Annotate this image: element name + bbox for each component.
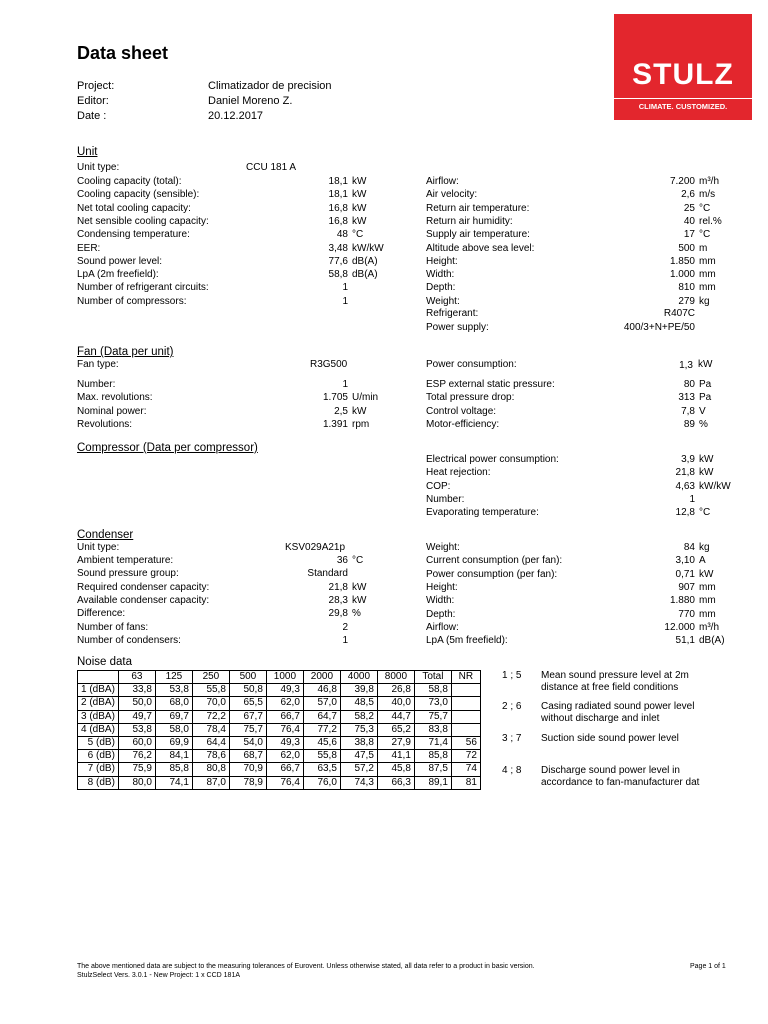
spec-label: COP:	[426, 480, 451, 492]
spec-unit: %	[352, 608, 361, 620]
date-value: 20.12.2017	[208, 110, 264, 122]
unit-type-label: Unit type:	[77, 162, 120, 173]
noise-cell: 64,7	[303, 710, 340, 723]
footer-page: Page 1 of 1	[690, 963, 726, 970]
spec-label: Motor-efficiency:	[426, 418, 500, 430]
spec-unit: U/min	[352, 392, 379, 404]
condenser-type-value: KSV029A21p	[285, 542, 346, 553]
noise-cell: 85,8	[414, 750, 451, 763]
spec-label: Net sensible cooling capacity:	[77, 215, 209, 227]
noise-cell	[451, 710, 480, 723]
spec-label: Return air humidity:	[426, 215, 513, 227]
spec-unit: mm	[699, 269, 716, 281]
fan-power-value: 1,3	[679, 360, 693, 371]
spec-unit: rel.%	[699, 215, 722, 227]
noise-column-header: 8000	[377, 671, 414, 684]
noise-column-header: Total	[414, 671, 451, 684]
noise-row-label: 4 (dBA)	[78, 723, 119, 736]
noise-cell	[451, 684, 480, 697]
spec-value: 810	[678, 282, 695, 294]
refrigerant-value: R407C	[663, 308, 695, 319]
noise-cell: 48,5	[340, 697, 377, 710]
noise-cell: 74,3	[340, 776, 377, 789]
noise-cell: 50,8	[229, 684, 266, 697]
section-condenser-heading: Condenser	[77, 529, 134, 541]
spec-label: Power consumption (per fan):	[426, 568, 558, 580]
spec-value: 4,63	[675, 480, 695, 492]
noise-cell: 76,4	[266, 723, 303, 736]
noise-row-label: 6 (dB)	[78, 750, 119, 763]
section-compressor-heading: Compressor (Data per compressor)	[77, 442, 258, 454]
noise-cell: 69,7	[155, 710, 192, 723]
logo-wordmark: STULZ	[632, 58, 734, 91]
spec-label: Ambient temperature:	[77, 555, 174, 566]
spec-label: Air velocity:	[426, 189, 478, 201]
spec-label: Number of condensers:	[77, 634, 181, 646]
noise-cell: 55,8	[303, 750, 340, 763]
noise-cell: 66,7	[266, 710, 303, 723]
spec-value: 1	[342, 634, 348, 646]
spec-value: 17	[683, 229, 695, 241]
spec-label: Number of compressors:	[77, 295, 187, 307]
noise-cell: 49,7	[118, 710, 155, 723]
spec-label: ESP external static pressure:	[426, 379, 555, 390]
spec-value: 18,1	[328, 189, 348, 201]
spec-value: 21,8	[328, 581, 348, 593]
noise-cell: 75,3	[340, 723, 377, 736]
spec-label: Nominal power:	[77, 405, 147, 417]
legend-text: accordance to fan-manufacturer dat	[541, 777, 700, 788]
spec-value: 21,8	[675, 467, 695, 479]
power-supply-value: 400/3+N+PE/50	[623, 322, 695, 333]
spec-value: 77,6	[328, 255, 348, 267]
noise-row-label: 7 (dB)	[78, 763, 119, 776]
spec-value: 16,8	[328, 202, 348, 214]
spec-value: 3,9	[681, 454, 695, 465]
spec-label: Width:	[426, 269, 455, 281]
spec-value: 1.391	[322, 418, 348, 430]
noise-cell: 58,2	[340, 710, 377, 723]
noise-cell: 72	[451, 750, 480, 763]
noise-cell: 57,2	[340, 763, 377, 776]
noise-cell	[451, 723, 480, 736]
spec-value: 25	[683, 202, 695, 214]
noise-column-header: 250	[192, 671, 229, 684]
legend-text: Casing radiated sound power level	[541, 701, 695, 712]
spec-value: 40	[683, 215, 695, 227]
table-row	[78, 710, 481, 723]
spec-unit: kW/kW	[352, 242, 384, 254]
legend-text: distance at free field conditions	[541, 682, 679, 693]
spec-label: EER:	[77, 242, 101, 254]
spec-label: Height:	[426, 255, 458, 267]
spec-value: 2,6	[681, 189, 695, 201]
noise-cell: 64,4	[192, 736, 229, 749]
spec-label: Condensing temperature:	[77, 229, 190, 241]
power-supply-label: Power supply:	[426, 322, 489, 333]
noise-cell: 67,7	[229, 710, 266, 723]
noise-cell: 80,0	[118, 776, 155, 789]
spec-label: Total pressure drop:	[426, 392, 515, 404]
noise-cell: 76,2	[118, 750, 155, 763]
noise-row-label: 3 (dBA)	[78, 710, 119, 723]
spec-value: 7,8	[681, 405, 695, 417]
editor-value: Daniel Moreno Z.	[208, 95, 293, 107]
noise-cell: 62,0	[266, 750, 303, 763]
spec-value: 3,10	[675, 555, 695, 567]
spec-label: Max. revolutions:	[77, 392, 153, 404]
spec-unit: kW/kW	[699, 480, 731, 492]
footer-version: StulzSelect Vers. 3.0.1 - New Project: 1 x CCD 181A	[77, 972, 241, 979]
noise-cell: 80,8	[192, 763, 229, 776]
noise-cell: 68,0	[155, 697, 192, 710]
spec-label: Sound pressure group:	[77, 568, 179, 580]
noise-table	[77, 670, 481, 790]
noise-cell: 76,0	[303, 776, 340, 789]
spec-value: 500	[678, 242, 695, 254]
spec-value: 279	[678, 295, 695, 307]
spec-unit: mm	[699, 608, 716, 620]
noise-column-header: NR	[451, 671, 480, 684]
noise-row-label: 2 (dBA)	[78, 697, 119, 710]
noise-cell: 65,2	[377, 723, 414, 736]
table-row	[78, 763, 481, 776]
spec-value: 16,8	[328, 215, 348, 227]
spec-value: 0,71	[675, 568, 695, 580]
spec-label: Heat rejection:	[426, 467, 491, 479]
spec-label: LpA (5m freefield):	[426, 635, 508, 647]
noise-cell: 57,0	[303, 697, 340, 710]
spec-label: Airflow:	[426, 176, 459, 187]
noise-cell: 66,3	[377, 776, 414, 789]
spec-label: Number:	[426, 493, 465, 505]
spec-value: 18,1	[328, 176, 348, 187]
spec-value: 36	[336, 555, 348, 566]
spec-label: Revolutions:	[77, 418, 133, 430]
noise-column-header: 2000	[303, 671, 340, 684]
spec-value: 51,1	[675, 635, 695, 647]
noise-cell: 63,5	[303, 763, 340, 776]
spec-value: 1.000	[669, 269, 695, 281]
spec-label: Height:	[426, 581, 458, 593]
noise-cell: 72,2	[192, 710, 229, 723]
spec-label: Depth:	[426, 608, 456, 620]
spec-unit: kW	[352, 189, 367, 201]
noise-cell: 83,8	[414, 723, 451, 736]
section-fan-heading: Fan (Data per unit)	[77, 346, 174, 358]
spec-label: Evaporating temperature:	[426, 507, 539, 519]
spec-label: Electrical power consumption:	[426, 454, 559, 465]
spec-unit: kW	[352, 405, 367, 417]
spec-label: Sound power level:	[77, 255, 163, 267]
noise-cell: 33,8	[118, 684, 155, 697]
spec-label: Width:	[426, 595, 455, 607]
noise-cell: 45,6	[303, 736, 340, 749]
spec-unit: m/s	[699, 189, 716, 201]
spec-label: Cooling capacity (total):	[77, 176, 182, 187]
logo-tagline: CLIMATE. CUSTOMIZED.	[614, 98, 752, 114]
legend-key: 3 ; 7	[502, 733, 522, 744]
noise-column-header: 63	[118, 671, 155, 684]
noise-cell: 89,1	[414, 776, 451, 789]
noise-cell: 49,3	[266, 736, 303, 749]
legend-text: without discharge and inlet	[541, 713, 660, 724]
spec-unit: °C	[699, 202, 711, 214]
noise-cell: 62,0	[266, 697, 303, 710]
spec-label: Available condenser capacity:	[77, 594, 210, 606]
noise-column-header: 125	[155, 671, 192, 684]
spec-unit: kW	[352, 581, 367, 593]
table-row	[78, 697, 481, 710]
editor-label: Editor:	[77, 95, 109, 107]
table-row	[78, 736, 481, 749]
spec-label: Airflow:	[426, 621, 459, 633]
noise-cell: 46,8	[303, 684, 340, 697]
spec-value: 28,3	[328, 594, 348, 606]
noise-cell: 41,1	[377, 750, 414, 763]
spec-label: Weight:	[426, 542, 460, 553]
noise-cell: 53,8	[118, 723, 155, 736]
fan-type-label: Fan type:	[77, 359, 119, 370]
spec-label: Number:	[77, 379, 116, 390]
noise-column-header: 500	[229, 671, 266, 684]
spec-unit: kW	[352, 594, 367, 606]
spec-unit: kg	[699, 542, 710, 553]
noise-cell: 68,7	[229, 750, 266, 763]
noise-cell: 85,8	[155, 763, 192, 776]
noise-cell: 70,9	[229, 763, 266, 776]
noise-cell: 75,7	[414, 710, 451, 723]
page-title: Data sheet	[77, 43, 169, 63]
noise-row-label: 1 (dBA)	[78, 684, 119, 697]
spec-label: Difference:	[77, 608, 126, 620]
spec-label: Number of fans:	[77, 621, 149, 633]
spec-unit: %	[699, 418, 708, 430]
noise-cell: 26,8	[377, 684, 414, 697]
spec-label: Net total cooling capacity:	[77, 202, 191, 214]
spec-value: 58,8	[328, 269, 348, 281]
noise-row-label: 8 (dB)	[78, 776, 119, 789]
noise-header-row	[78, 671, 481, 684]
spec-unit: dB(A)	[699, 635, 725, 647]
spec-value: 2	[342, 621, 348, 633]
spec-unit: A	[699, 555, 706, 567]
spec-value: 12.000	[664, 621, 695, 633]
unit-type-value: CCU 181 A	[246, 162, 297, 173]
spec-value: 2,5	[334, 405, 348, 417]
noise-column-header: 4000	[340, 671, 377, 684]
refrigerant-label: Refrigerant:	[426, 308, 479, 319]
spec-value: 29,8	[328, 608, 348, 620]
spec-unit: m	[699, 242, 708, 254]
noise-cell	[451, 697, 480, 710]
noise-cell: 39,8	[340, 684, 377, 697]
spec-unit: Pa	[699, 392, 712, 404]
table-row	[78, 776, 481, 789]
table-row	[78, 723, 481, 736]
noise-cell: 65,5	[229, 697, 266, 710]
spec-unit: kg	[699, 295, 710, 307]
section-unit-heading: Unit	[77, 146, 98, 158]
spec-value: 7.200	[669, 176, 695, 187]
noise-cell: 38,8	[340, 736, 377, 749]
spec-unit: mm	[699, 255, 716, 267]
spec-unit: °C	[352, 555, 364, 566]
noise-cell: 54,0	[229, 736, 266, 749]
noise-cell: 77,2	[303, 723, 340, 736]
spec-label: Control voltage:	[426, 405, 497, 417]
noise-cell: 73,0	[414, 697, 451, 710]
legend-text: Discharge sound power level in	[541, 765, 680, 776]
noise-cell: 78,6	[192, 750, 229, 763]
noise-cell: 81	[451, 776, 480, 789]
noise-cell: 40,0	[377, 697, 414, 710]
spec-value: Standard	[307, 568, 348, 580]
legend-key: 4 ; 8	[502, 765, 522, 776]
noise-cell: 66,7	[266, 763, 303, 776]
spec-value: 1.850	[669, 255, 695, 267]
spec-label: Required condenser capacity:	[77, 581, 210, 593]
spec-label: Altitude above sea level:	[426, 242, 535, 254]
noise-cell: 60,0	[118, 736, 155, 749]
spec-unit: V	[699, 405, 706, 417]
spec-label: Cooling capacity (sensible):	[77, 189, 200, 201]
date-label: Date :	[77, 110, 107, 122]
noise-row-label: 5 (dB)	[78, 736, 119, 749]
spec-value: 1	[342, 295, 348, 307]
spec-unit: rpm	[352, 418, 370, 430]
noise-cell: 87,0	[192, 776, 229, 789]
spec-unit: °C	[352, 229, 364, 241]
spec-value: 3,48	[328, 242, 348, 254]
spec-value: 80	[683, 379, 695, 390]
noise-cell: 70,0	[192, 697, 229, 710]
spec-unit: mm	[699, 282, 716, 294]
spec-unit: mm	[699, 595, 716, 607]
legend-text: Mean sound pressure level at 2m	[541, 670, 689, 681]
spec-value: 84	[683, 542, 695, 553]
section-noise-heading: Noise data	[77, 656, 132, 668]
spec-unit: °C	[699, 507, 711, 519]
spec-value: 1	[342, 282, 348, 294]
noise-cell: 74	[451, 763, 480, 776]
spec-unit: kW	[699, 467, 714, 479]
spec-unit: kW	[699, 568, 714, 580]
fan-power-unit: kW	[698, 359, 713, 370]
legend-key: 1 ; 5	[502, 670, 522, 681]
legend-key: 2 ; 6	[502, 701, 522, 712]
noise-cell: 56	[451, 736, 480, 749]
noise-cell: 58,8	[414, 684, 451, 697]
noise-cell: 74,1	[155, 776, 192, 789]
noise-cell: 76,4	[266, 776, 303, 789]
legend-text: Suction side sound power level	[541, 733, 679, 744]
noise-cell: 27,9	[377, 736, 414, 749]
spec-value: 313	[678, 392, 695, 404]
spec-unit: dB(A)	[352, 255, 378, 267]
noise-cell: 53,8	[155, 684, 192, 697]
spec-label: Weight:	[426, 295, 460, 307]
noise-cell: 55,8	[192, 684, 229, 697]
spec-value: 1	[689, 493, 695, 505]
noise-cell: 84,1	[155, 750, 192, 763]
spec-label: Depth:	[426, 282, 456, 294]
spec-unit: m³/h	[699, 621, 719, 633]
spec-unit: Pa	[699, 379, 712, 390]
spec-value: 1.705	[322, 392, 348, 404]
spec-label: Number of refrigerant circuits:	[77, 282, 209, 294]
spec-unit: m³/h	[699, 176, 719, 187]
noise-column-header	[78, 671, 119, 684]
spec-value: 48	[336, 229, 348, 241]
noise-cell: 75,9	[118, 763, 155, 776]
spec-value: 770	[678, 608, 695, 620]
noise-cell: 75,7	[229, 723, 266, 736]
spec-label: LpA (2m freefield):	[77, 269, 159, 281]
noise-column-header: 1000	[266, 671, 303, 684]
spec-unit: dB(A)	[352, 269, 378, 281]
noise-cell: 78,9	[229, 776, 266, 789]
noise-cell: 69,9	[155, 736, 192, 749]
spec-value: 1.880	[669, 595, 695, 607]
spec-label: Return air temperature:	[426, 202, 530, 214]
noise-cell: 87,5	[414, 763, 451, 776]
noise-cell: 49,3	[266, 684, 303, 697]
spec-unit: kW	[352, 202, 367, 214]
spec-label: Supply air temperature:	[426, 229, 530, 241]
spec-value: 907	[678, 581, 695, 593]
spec-value: 1	[342, 379, 348, 390]
noise-cell: 50,0	[118, 697, 155, 710]
spec-value: 12,8	[675, 507, 695, 519]
spec-unit: mm	[699, 581, 716, 593]
noise-cell: 45,8	[377, 763, 414, 776]
project-value: Climatizador de precision	[208, 80, 332, 92]
table-row	[78, 750, 481, 763]
spec-value: 89	[683, 418, 695, 430]
condenser-type-label: Unit type:	[77, 542, 120, 553]
noise-cell: 58,0	[155, 723, 192, 736]
project-label: Project:	[77, 80, 115, 92]
spec-unit: °C	[699, 229, 711, 241]
spec-unit: kW	[699, 454, 714, 465]
spec-label: Current consumption (per fan):	[426, 555, 563, 567]
noise-cell: 47,5	[340, 750, 377, 763]
spec-unit: kW	[352, 215, 367, 227]
fan-power-label: Power consumption:	[426, 359, 517, 370]
fan-type-value: R3G500	[310, 359, 348, 370]
footer-disclaimer: The above mentioned data are subject to the measuring tolerances of Eurovent. Unless otherwise stated, all data refer to a product in basic version.	[77, 963, 535, 970]
stulz-logo	[614, 14, 752, 120]
noise-cell: 71,4	[414, 736, 451, 749]
noise-cell: 78,4	[192, 723, 229, 736]
spec-unit: kW	[352, 176, 367, 187]
noise-cell: 44,7	[377, 710, 414, 723]
table-row	[78, 684, 481, 697]
